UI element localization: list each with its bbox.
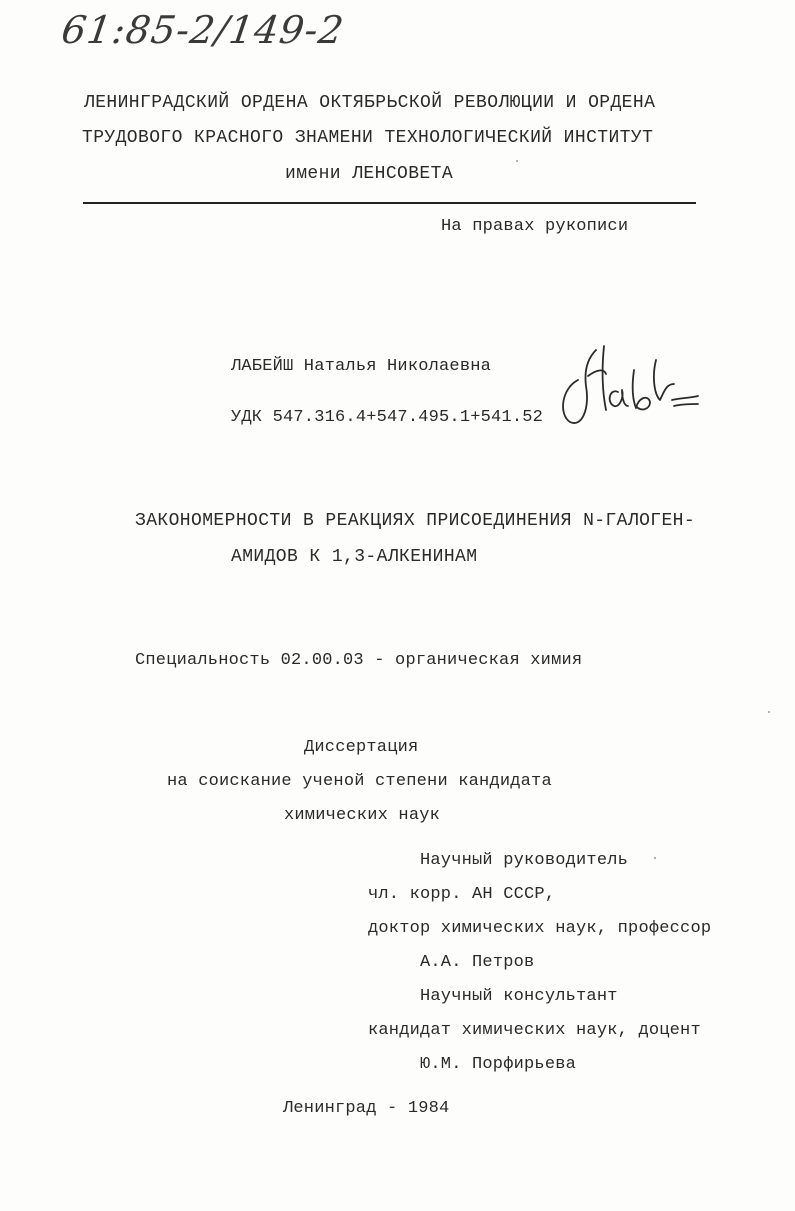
- consultant-name: Ю.М. Порфирьева: [420, 1055, 577, 1074]
- city-year: Ленинград - 1984: [283, 1099, 450, 1118]
- handwritten-catalog-number: 61:85-2/149-2: [58, 8, 347, 52]
- manuscript-rights-note: На правах рукописи: [441, 217, 629, 236]
- supervisor-role: Научный руководитель: [420, 851, 629, 870]
- dissertation-label: Диссертация: [304, 738, 419, 757]
- consultant-role: Научный консультант: [420, 987, 618, 1006]
- supervisor-title-1: чл. корр. АН СССР,: [368, 885, 556, 904]
- udk-code: УДК 547.316.4+547.495.1+541.52: [231, 408, 544, 427]
- institute-name-line-3: имени ЛЕНСОВЕТА: [285, 164, 454, 184]
- degree-field: химических наук: [284, 806, 441, 825]
- author-signature: [556, 340, 706, 430]
- scan-speck: [654, 857, 656, 859]
- signature-text: Лабейш: [556, 340, 560, 341]
- specialty: Специальность 02.00.03 - органическая химия: [135, 651, 583, 670]
- supervisor-title-2: доктор химических наук, профессор: [368, 919, 712, 938]
- institute-name-line-1: ЛЕНИНГРАДСКИЙ ОРДЕНА ОКТЯБРЬСКОЙ РЕВОЛЮЦИИ И ОРДЕНА: [84, 93, 656, 113]
- degree-line: на соискание ученой степени кандидата: [167, 772, 552, 791]
- dissertation-title-line-2: АМИДОВ К 1,3-АЛКЕНИНАМ: [231, 547, 478, 567]
- author-name: ЛАБЕЙШ Наталья Николаевна: [231, 357, 492, 376]
- header-divider: [83, 202, 696, 204]
- supervisor-name: А.А. Петров: [420, 953, 535, 972]
- institute-name-line-2: ТРУДОВОГО КРАСНОГО ЗНАМЕНИ ТЕХНОЛОГИЧЕСКИЙ ИНСТИТУТ: [82, 128, 654, 148]
- scan-speck: [516, 160, 518, 162]
- dissertation-title-line-1: ЗАКОНОМЕРНОСТИ В РЕАКЦИЯХ ПРИСОЕДИНЕНИЯ N-ГАЛОГЕН-: [135, 511, 696, 531]
- consultant-title: кандидат химических наук, доцент: [368, 1021, 701, 1040]
- scan-speck: [768, 711, 770, 713]
